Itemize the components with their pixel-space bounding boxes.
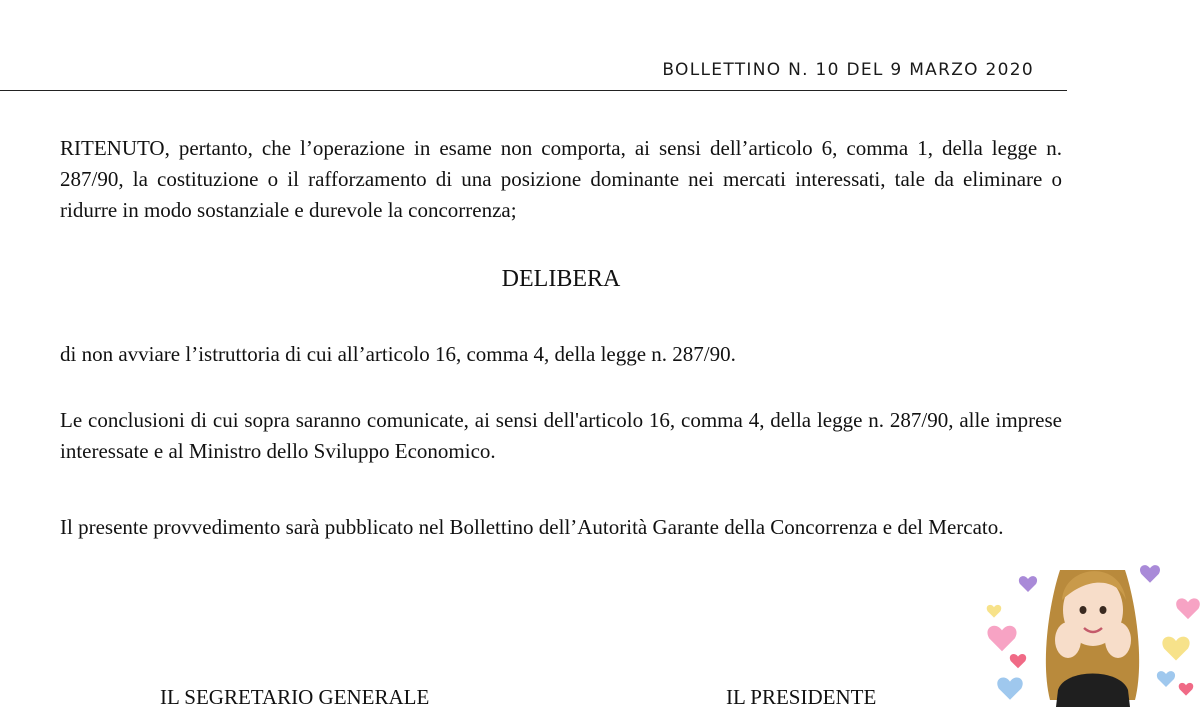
paragraph-decision: di non avviare l’istruttoria di cui all’articolo 16, comma 4, della legge n. 287/90. [60, 342, 736, 366]
paragraph-communication: Le conclusioni di cui sopra saranno comunicate, ai sensi dell'articolo 16, comma 4, della legge n. 287/90, alle imprese interessate e al Ministro dello Sviluppo Economico. [60, 408, 1062, 463]
paragraph-ritenuto: RITENUTO, pertanto, che l’operazione in esame non comporta, ai sensi dell’articolo 6, comma 1, della legge n. 287/90, la costituzione o il rafforzamento di una posizione dominante nei mercati interessati, tale da eliminare o ridurre in modo sostanziale e durevole la concorrenza; [60, 136, 1062, 222]
signature-president: IL PRESIDENTE [726, 685, 877, 709]
signature-secretary: IL SEGRETARIO GENERALE [160, 685, 430, 709]
paragraph-publication: Il presente provvedimento sarà pubblicato nel Bollettino dell’Autorità Garante della Concorrenza e del Mercato. [60, 515, 1004, 539]
header-bulletin: BOLLETTINO N. 10 DEL 9 MARZO 2020 [662, 60, 1034, 80]
delibera-heading: DELIBERA [501, 266, 621, 292]
header-rule [0, 90, 1067, 91]
memoji-avatar-with-hearts-icon [980, 540, 1200, 707]
